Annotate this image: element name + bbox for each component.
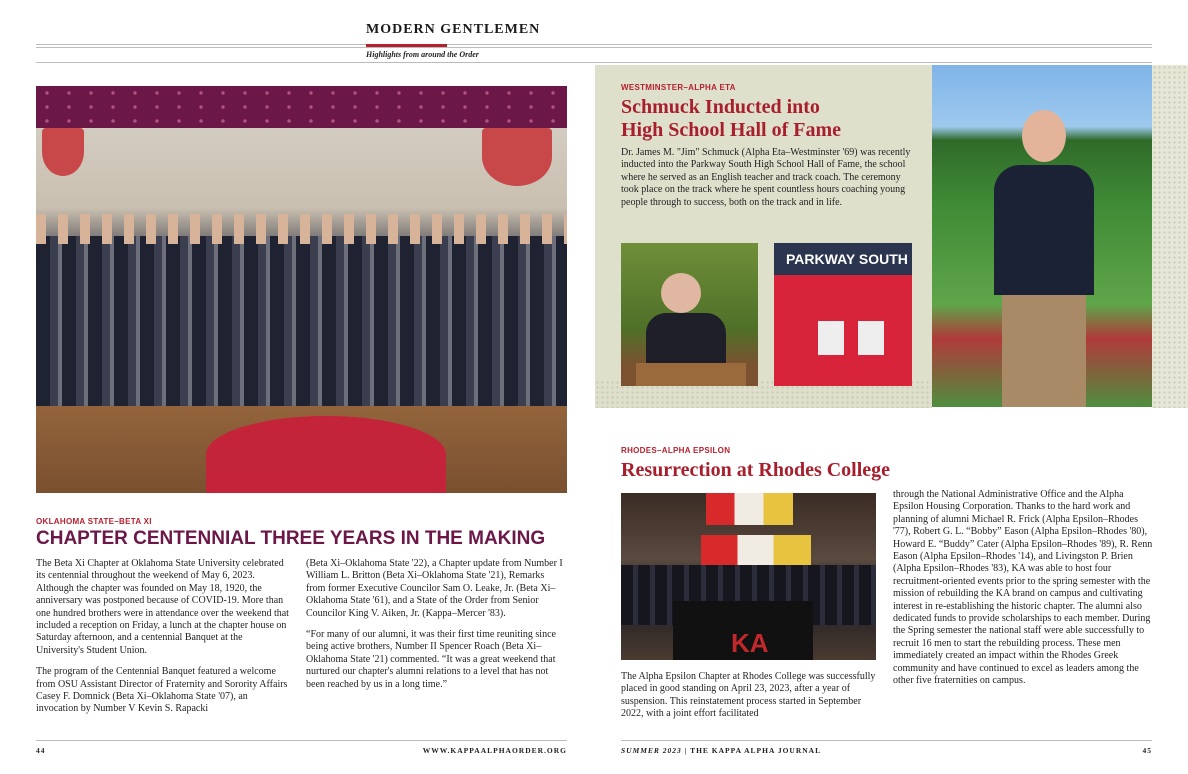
website-url[interactable]: WWW.KAPPAALPHAORDER.ORG	[422, 746, 567, 755]
header-rule	[36, 47, 1152, 48]
rhodes-chapter-photo	[621, 493, 876, 660]
story-headline: CHAPTER CENTENNIAL THREE YEARS IN THE MAKING	[36, 528, 546, 549]
story-column-1: The Alpha Epsilon Chapter at Rhodes College was successfully placed in good standing on April 23, 2023, after a year of suspension. This reinstatement process started in September 2022, with a joint effort facilitated	[621, 671, 876, 720]
accent-bar	[366, 44, 447, 47]
chapter-banner	[36, 86, 567, 128]
section-subtitle: Highlights from around the Order	[366, 50, 479, 59]
paragraph: The Beta Xi Chapter at Oklahoma State University celebrated its centennial throughout the weekend of May 6, 2023. Although the chapter was founded on May 18, 1920, the anniversary was postponed because of COVID-19. More than one hundred brothers were in attendance over the weekend that included a reception on Friday, a lunch at the chapter house on Saturday afternoon, and a centennial Banquet at the University's Student Union.	[36, 558, 289, 656]
headline-line: Schmuck Inducted into	[621, 96, 820, 118]
paragraph: “For many of our alumni, it was their first time reuniting since being active brothers, Number II Spencer Roach (Beta Xi–Oklahoma State '21) commented. “It was a great weekend that nurtured our chapter's alumni relations to a level that has not been reached by us in a long time.”	[306, 629, 556, 690]
story-column-2	[306, 558, 564, 700]
honoree-photo	[932, 65, 1152, 407]
ka-letters: KA	[731, 628, 769, 658]
page-number: 45	[1142, 746, 1152, 755]
speaker-photo	[621, 243, 758, 386]
story-kicker: RHODES–ALPHA EPSILON	[621, 446, 731, 455]
story-headline: Resurrection at Rhodes College	[621, 459, 891, 481]
story-column-2: through the National Administrative Office and the Alpha Epsilon Housing Corporation. Thanks to the hard work and planning of alumni Michael R. Frick (Alpha Epsilon–Rhodes '77), Robert G. L. “Bobby” Eason (Alpha Epsilon–Rhodes '80), Howard E. “Buddy” Cater (Alpha Epsilon–Rhodes '89), R. Renn Eason (Alpha Epsilon–Rhodes '14), and Livingston P. Brien (Alpha Epsilon–Rhodes '83), KA was able to host four recruitment-oriented events prior to the spring semester with the mission of rebuilding the KA brand on campus and cultivating interest in re-establishing the historic chapter. The alumni also dedicated funds to provide scholarships to each member. During the Spring semester the national staff were able successfully to recruit 16 men to start the rebuilding process. These men immediately created an impact within the Rhodes Greek community and have continued to excel as leaders among the other five fraternities on campus.	[893, 489, 1153, 687]
footer-credit	[621, 746, 821, 755]
dot-pattern	[1152, 65, 1188, 408]
paragraph: (Beta Xi–Oklahoma State '22), a Chapter update from Number I William L. Britton (Beta Xi–Oklahoma State '21), Remarks from former Executive Councilor Sam O. Leake, Jr. (Beta Xi–Oklahoma State '61), and a State of the Order from Senior Councilor King V. Aiken, Jr. (Kappa–Mercer '83).	[306, 558, 563, 619]
page-number: 44	[36, 746, 46, 755]
header-rule	[36, 44, 1152, 45]
paragraph: The program of the Centennial Banquet featured a welcome from OSU Assistant Director of Fraternity and Sorority Affairs Casey F. Domnick (Beta Xi–Oklahoma State '07), an invocation by Number V Kevin S. Rapacki	[36, 666, 288, 715]
story-column-1	[36, 558, 292, 725]
parkway-sign-photo	[774, 243, 912, 386]
story-headline	[621, 96, 841, 142]
footer-rule	[36, 740, 567, 741]
story-body: Dr. James M. "Jim" Schmuck (Alpha Eta–Westminster '69) was recently inducted into the Parkway South High School Hall of Fame, the school where he served as an English teacher and track coach. The ceremony took place on the track where he spent countless hours coaching young people through to success, both on the track and in life.	[621, 147, 911, 208]
issue-label: SUMMER 2023	[621, 746, 682, 755]
sign-text: PARKWAY SOUTH	[774, 243, 912, 275]
ka-shield-icon	[482, 128, 552, 186]
headline-line: High School Hall of Fame	[621, 119, 841, 141]
subtitle-rule	[36, 62, 1152, 63]
section-title: MODERN GENTLEMEN	[366, 22, 541, 37]
story-kicker: WESTMINSTER–ALPHA ETA	[621, 83, 736, 92]
journal-label: | THE KAPPA ALPHA JOURNAL	[684, 746, 822, 755]
story-kicker: OKLAHOMA STATE–BETA XI	[36, 517, 152, 526]
footer-rule	[621, 740, 1152, 741]
ka-shield-icon	[42, 128, 84, 176]
